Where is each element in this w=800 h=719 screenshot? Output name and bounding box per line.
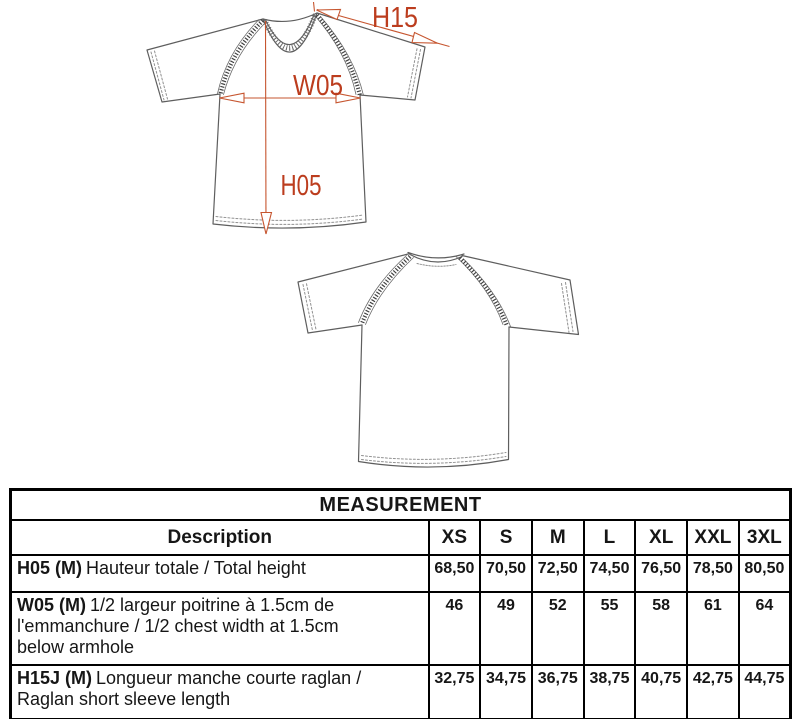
- back-right-sleeve: [462, 256, 579, 335]
- measure-description: 1/2 largeur poitrine à 1.5cm de l'emmanchure / 1/2 chest width at 1.5cm below armhole: [17, 595, 339, 657]
- front-left-cuff-stitch-line: [155, 51, 168, 99]
- description-cell: [11, 555, 429, 592]
- measure-code: H05 (M): [17, 558, 83, 578]
- seam-edge: [366, 258, 414, 325]
- value-cell: 44,75: [739, 665, 791, 719]
- measure-description: Hauteur totale / Total height: [86, 558, 306, 578]
- front-left-sleeve: [147, 19, 263, 102]
- table-row-h05: [11, 555, 791, 592]
- measurement-table-title: MEASUREMENT: [11, 490, 791, 521]
- front-hem-stitch-line: [216, 215, 363, 220]
- value-cell: 46: [429, 592, 481, 665]
- value-cell: 78,50: [687, 555, 739, 592]
- description-cell: [11, 665, 429, 719]
- front-left-raglan-seam: [218, 20, 267, 95]
- value-cell: 74,50: [584, 555, 636, 592]
- back-body: [359, 325, 510, 467]
- measure-code: W05 (M): [17, 595, 86, 615]
- value-cell: 42,75: [687, 665, 739, 719]
- back-left-raglan-seam: [359, 256, 414, 325]
- column-header-size: XL: [635, 520, 687, 555]
- table-row-w05: [11, 592, 791, 665]
- h05-label: H05: [280, 170, 322, 202]
- column-header-description: Description: [11, 520, 429, 555]
- measure-code: H15J (M): [17, 668, 93, 688]
- value-cell: 49: [480, 592, 532, 665]
- value-cell: 52: [532, 592, 584, 665]
- front-collar: [263, 13, 317, 52]
- description-cell: [11, 592, 429, 665]
- column-header-size: 3XL: [739, 520, 791, 555]
- h15-arrowhead-right: [412, 33, 438, 44]
- back-neck-stitch-line: [417, 264, 456, 267]
- measurement-table-container: [9, 488, 792, 719]
- value-cell: 38,75: [584, 665, 636, 719]
- table-header-row: [11, 520, 791, 555]
- seam-edge: [224, 22, 267, 95]
- value-cell: 40,75: [635, 665, 687, 719]
- value-cell: 61: [687, 592, 739, 665]
- column-header-size: XS: [429, 520, 481, 555]
- measure-description: Longueur manche courte raglan / Raglan short sleeve length: [17, 668, 362, 709]
- w05-label: W05: [293, 70, 343, 102]
- value-cell: 68,50: [429, 555, 481, 592]
- back-right-raglan-seam: [456, 257, 511, 327]
- value-cell: 58: [635, 592, 687, 665]
- value-cell: 64: [739, 592, 791, 665]
- column-header-size: S: [480, 520, 532, 555]
- back-left-cuff-stitch-line: [307, 284, 317, 330]
- back-left-sleeve: [298, 254, 410, 334]
- collar-back-line: [263, 13, 317, 21]
- value-cell: 36,75: [532, 665, 584, 719]
- value-cell: 76,50: [635, 555, 687, 592]
- h05-dimension-line: [266, 21, 267, 232]
- value-cell: 55: [584, 592, 636, 665]
- front-left-cuff-stitch-line: [151, 52, 164, 100]
- back-view-drawing: [298, 253, 579, 468]
- front-body: [213, 94, 366, 228]
- table-title-row: [11, 490, 791, 521]
- back-hem-stitch-line: [362, 453, 507, 460]
- seam-edge: [218, 20, 260, 94]
- value-cell: 72,50: [532, 555, 584, 592]
- h15-extension-line: [314, 2, 315, 12]
- back-collar: [408, 253, 464, 267]
- back-right-cuff-stitch-line: [562, 284, 570, 333]
- value-cell: 70,50: [480, 555, 532, 592]
- h15-label: H15: [372, 2, 418, 34]
- value-cell: 34,75: [480, 665, 532, 719]
- seam-edge: [456, 257, 503, 325]
- h05-arrowhead: [261, 213, 272, 235]
- column-header-size: M: [532, 520, 584, 555]
- seam-hatching: [362, 257, 410, 324]
- value-cell: 80,50: [739, 555, 791, 592]
- measurement-table: [9, 488, 792, 719]
- h05-dimension-arrow: [261, 21, 272, 234]
- value-cell: 32,75: [429, 665, 481, 719]
- column-header-size: L: [584, 520, 636, 555]
- column-header-size: XXL: [687, 520, 739, 555]
- front-hem-stitch-line: [216, 219, 363, 224]
- table-row-h15j: [11, 665, 791, 719]
